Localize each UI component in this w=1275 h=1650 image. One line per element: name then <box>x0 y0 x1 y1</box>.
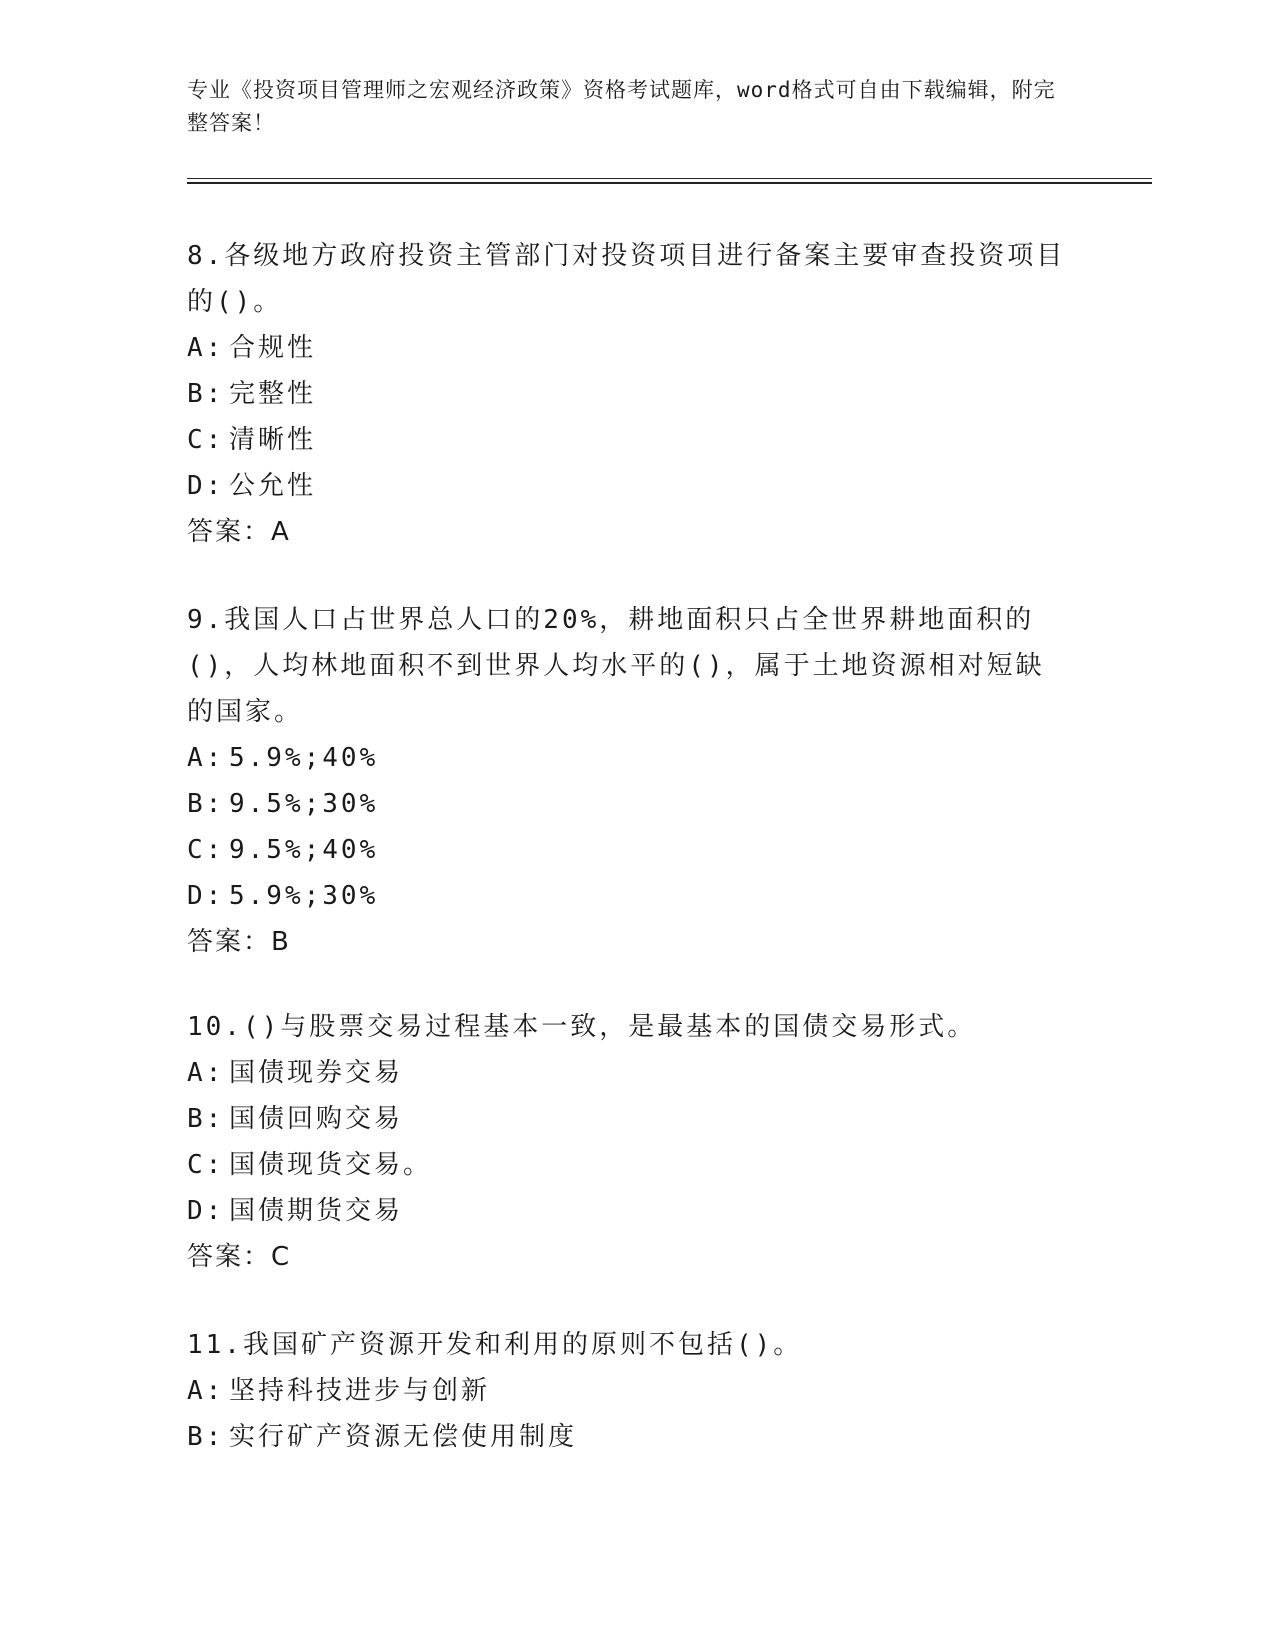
option-letter: C: <box>187 425 225 455</box>
option-letter: B: <box>187 1422 225 1452</box>
question-stem: 11.我国矿产资源开发和利用的原则不包括()。 <box>187 1330 803 1360</box>
option-text: 完整性 <box>229 379 317 409</box>
option-text: 清晰性 <box>229 425 317 455</box>
option-text: 国债现货交易。 <box>229 1150 433 1180</box>
question-stem: 8.各级地方政府投资主管部门对投资项目进行备案主要审查投资项目的()。 <box>187 241 1066 317</box>
option-letter: B: <box>187 379 225 409</box>
option-letter: A: <box>187 1376 225 1406</box>
option-text: 5.9%;30% <box>229 881 379 911</box>
option-letter: D: <box>187 1196 225 1226</box>
option-letter: D: <box>187 881 225 911</box>
option-text: 9.5%;40% <box>229 835 379 865</box>
question-8 <box>187 233 1067 555</box>
option-a <box>187 325 1067 371</box>
option-letter: B: <box>187 1104 225 1134</box>
option-b <box>187 371 1067 417</box>
option-letter: A: <box>187 743 225 773</box>
question-stem: 9.我国人口占世界总人口的20%，耕地面积只占全世界耕地面积的()，人均林地面积不到世界人均水平的()，属于土地资源相对短缺的国家。 <box>187 605 1045 727</box>
header-divider-thin <box>187 178 1152 179</box>
option-letter: A: <box>187 1058 225 1088</box>
option-b <box>187 1414 1067 1460</box>
option-text: 国债回购交易 <box>229 1104 404 1134</box>
option-a <box>187 1050 1067 1096</box>
header-divider-thick <box>187 182 1152 184</box>
question-9 <box>187 597 1067 965</box>
option-text: 9.5%;30% <box>229 789 379 819</box>
answer-line: 答案：C <box>187 1242 292 1272</box>
option-letter: A: <box>187 333 225 363</box>
option-text: 坚持科技进步与创新 <box>229 1376 491 1406</box>
option-text: 国债期货交易 <box>229 1196 404 1226</box>
option-a <box>187 735 1067 781</box>
question-stem: 10.()与股票交易过程基本一致，是最基本的国债交易形式。 <box>187 1012 977 1042</box>
option-c <box>187 417 1067 463</box>
question-10 <box>187 1004 1067 1280</box>
option-letter: D: <box>187 471 225 501</box>
option-c <box>187 1142 1067 1188</box>
option-a <box>187 1368 1067 1414</box>
answer-line: 答案：B <box>187 927 291 957</box>
option-text: 5.9%;40% <box>229 743 379 773</box>
option-text: 国债现券交易 <box>229 1058 404 1088</box>
document-header: 专业《投资项目管理师之宏观经济政策》资格考试题库，word格式可自由下载编辑，附完整答案！ <box>187 78 1056 135</box>
option-text: 合规性 <box>229 333 317 363</box>
option-text: 公允性 <box>229 471 317 501</box>
option-d <box>187 873 1067 919</box>
option-c <box>187 827 1067 873</box>
option-b <box>187 1096 1067 1142</box>
option-text: 实行矿产资源无偿使用制度 <box>229 1422 578 1452</box>
answer-line: 答案：A <box>187 517 291 547</box>
option-letter: C: <box>187 835 225 865</box>
option-letter: C: <box>187 1150 225 1180</box>
option-d <box>187 463 1067 509</box>
option-d <box>187 1188 1067 1234</box>
question-11 <box>187 1322 1067 1460</box>
option-b <box>187 781 1067 827</box>
option-letter: B: <box>187 789 225 819</box>
